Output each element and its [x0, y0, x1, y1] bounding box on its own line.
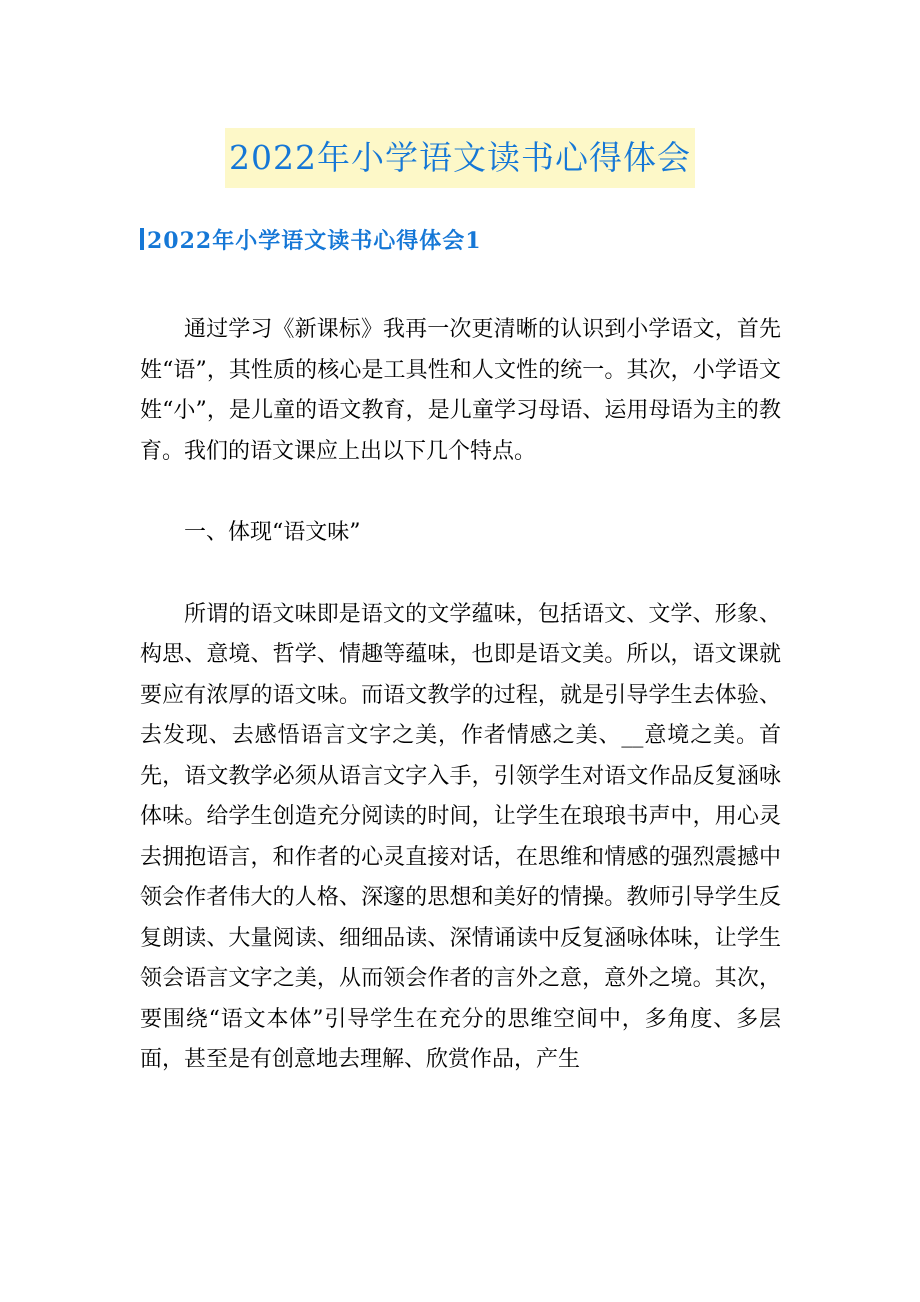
- section-heading-text: 2022年小学语文读书心得体会1: [147, 227, 482, 254]
- heading-marker: [140, 228, 144, 250]
- page-title: 2022年小学语文读书心得体会: [225, 128, 695, 188]
- section-heading: [140, 220, 780, 258]
- title-wrap: [0, 128, 920, 188]
- paragraph-intro: 通过学习《新课标》我再一次更清晰的认识到小学语文，首先姓“语”，其性质的核心是工具性和人文性的统一。其次，小学语文姓“小”，是儿童的语文教育，是儿童学习母语、运用母语为主的教育。我们的语文课应上出以下几个特点。: [140, 317, 781, 464]
- paragraph-subheading: 一、体现“语文味”: [184, 520, 361, 545]
- document-body: [140, 310, 781, 1081]
- paragraph-body: 所谓的语文味即是语文的文学蕴味，包括语文、文学、形象、构思、意境、哲学、情趣等蕴味，也即是语文美。所以，语文课就要应有浓厚的语文味。而语文教学的过程，就是引导学生去体验、去发现、去感悟语言文字之美，作者情感之美、__意境之美。首先，语文教学必须从语言文字入手，引领学生对语文作品反复涵咏体味。给学生创造充分阅读的时间，让学生在琅琅书声中，用心灵去拥抱语言，和作者的心灵直接对话，在思维和情感的强烈震撼中领会作者伟大的人格、深邃的思想和美好的情操。教师引导学生反复朗读、大量阅读、细细品读、深情诵读中反复涵咏体味，让学生领会语言文字之美，从而领会作者的言外之意，意外之境。其次，要围绕“语文本体”引导学生在充分的思维空间中，多角度、多层面，甚至是有创意地去理解、欣赏作品，产生: [140, 601, 781, 1072]
